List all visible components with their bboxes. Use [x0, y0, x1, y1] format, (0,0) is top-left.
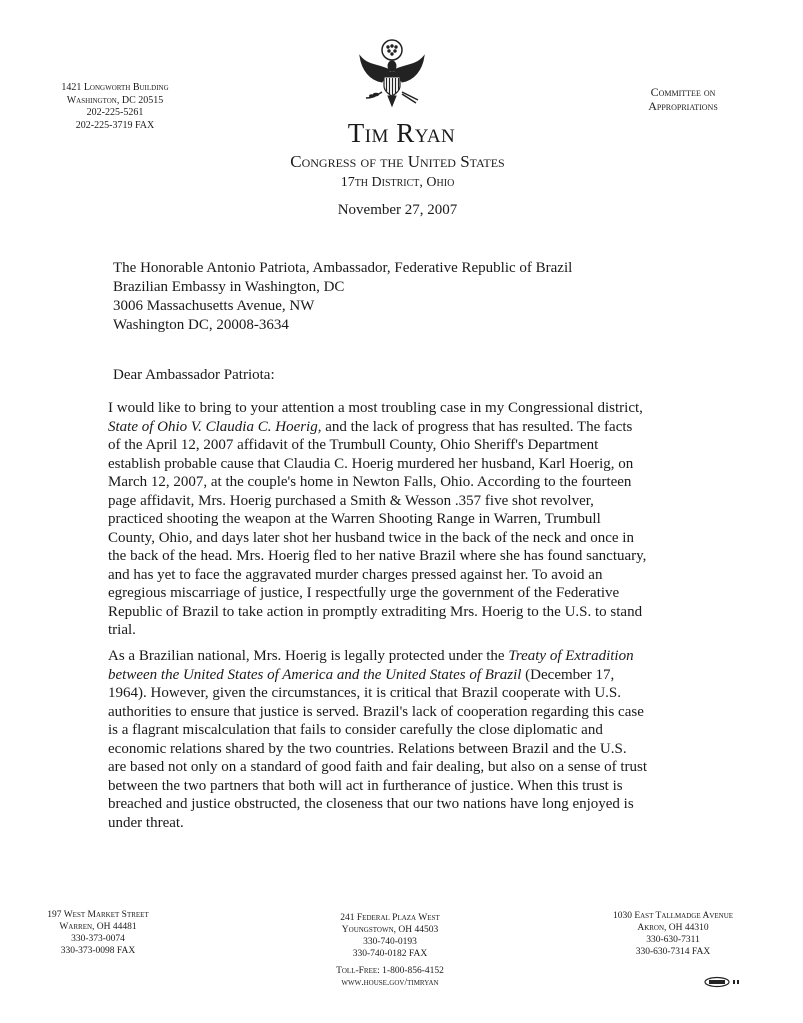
paragraph-line: page affidavit, Mrs. Hoerig purchased a Smith & Wesson .357 five shot revolver,: [108, 492, 594, 509]
office-fax: 330-373-0098 FAX: [60, 946, 136, 956]
paragraph-line: Republic of Brazil to take action in promptly extraditing Mrs. Hoerig to the U.S. to stand: [108, 603, 643, 620]
paragraph-line: breached and justice obstructed, the closeness that our two nations have long enjoyed is: [108, 796, 634, 812]
warren-office-address: [28, 909, 168, 957]
treaty-title: Treaty of Extradition: [508, 648, 634, 664]
paragraph-line: I would like to bring to your attention a most troubling case in my Congressional district,: [108, 400, 643, 416]
youngstown-office-address: [325, 912, 455, 960]
dc-office-building: 1421 Longworth Building: [61, 82, 169, 93]
paragraph-line: of the April 12, 2007 affidavit of the Trumbull County, Ohio Sheriff's Department: [108, 437, 599, 453]
paragraph-line: March 12, 2007, at the couple's home in Newton Falls, Ohio. According to the fourteen: [108, 474, 632, 490]
paragraph-line: 1964). However, given the circumstances, it is critical that Brazil cooperate with U.S.: [108, 685, 621, 701]
paragraph-line: authorities to ensure that justice is served. Brazil's lack of cooperation regarding this case: [108, 703, 644, 720]
body-paragraph-2: [108, 647, 688, 832]
recipient-line: 3006 Massachusetts Avenue, NW: [113, 298, 315, 314]
office-city: Youngstown, OH 44503: [341, 925, 439, 935]
paragraph-line: and has yet to face the aggravated murder charges pressed against her. To avoid an: [108, 566, 603, 583]
office-phone: 330-373-0074: [71, 934, 125, 944]
paragraph-line: is a flagrant miscalculation that fails to consider carefully the close diplomatic and: [108, 722, 603, 738]
paragraph-line: trial.: [108, 622, 136, 638]
paragraph-line: County, Ohio, and days later shot her husband twice in the back of the neck and once in: [108, 529, 634, 546]
paragraph-line: egregious miscarriage of justice, I respectfully urge the government of the Federative: [108, 585, 620, 601]
office-street: 1030 East Tallmadge Avenue: [612, 911, 734, 921]
committee-line2: Appropriations: [648, 98, 718, 113]
office-street: 197 West Market Street: [47, 910, 149, 920]
paragraph-line: under threat.: [108, 814, 184, 831]
footer-contact: [300, 965, 480, 989]
paragraph-line: are based not only on a standard of good faith and fair dealing, but also on a sense of trust: [108, 759, 648, 775]
office-city: Warren, OH 44481: [59, 922, 137, 932]
paragraph-line: [108, 647, 688, 666]
website-link[interactable]: www.house.gov/timryan: [341, 978, 439, 988]
salutation: Dear Ambassador Patriota:: [113, 367, 275, 383]
letter-date: November 27, 2007: [337, 202, 458, 218]
treaty-title: between the United States of America and the United States of Brazil: [108, 666, 522, 683]
committee-line1: Committee on: [650, 85, 716, 99]
recipient-address: [113, 259, 572, 335]
district-label: 17th District, Ohio: [340, 175, 455, 190]
committee-assignment: [618, 86, 748, 113]
union-print-bug-icon: [703, 976, 743, 988]
member-name: Tim Ryan: [347, 118, 456, 148]
congress-title: Congress of the United States: [290, 152, 505, 171]
recipient-line: The Honorable Antonio Patriota, Ambassador, Federative Republic of Brazil: [113, 260, 573, 276]
paragraph-line: practiced shooting the weapon at the Warren Shooting Range in Warren, Trumbull: [108, 511, 601, 527]
office-street: 241 Federal Plaza West: [340, 913, 440, 923]
paragraph-line: establish probable cause that Claudia C. Hoerig murdered her husband, Karl Hoerig, on: [108, 455, 634, 472]
paragraph-text: (December 17,: [521, 666, 615, 683]
akron-office-address: [598, 910, 748, 958]
recipient-line: Brazilian Embassy in Washington, DC: [113, 279, 345, 295]
dc-office-fax: 202-225-3719 FAX: [75, 119, 155, 131]
paragraph-line: economic relations shared by the two countries. Relations between Brazil and the U.S.: [108, 740, 627, 757]
case-name: State of Ohio V. Claudia C. Hoerig,: [108, 418, 322, 435]
office-phone: 330-740-0193: [363, 937, 417, 947]
paragraph-text: and the lack of progress that has resulted. The facts: [321, 418, 633, 435]
paragraph-line: [108, 666, 688, 685]
paragraph-line: the back of the head. Mrs. Hoerig fled to her native Brazil where she has found sanctuary,: [108, 548, 647, 564]
dc-office-city: Washington, DC 20515: [66, 94, 164, 106]
office-fax: 330-630-7314 FAX: [635, 947, 711, 957]
great-seal-eagle-icon: [352, 36, 432, 116]
paragraph-line: [108, 418, 688, 437]
dc-office-phone: 202-225-5261: [86, 107, 144, 118]
paragraph-line: between the two partners that both will act in furtherance of justice. When this trust is: [108, 777, 623, 794]
office-fax: 330-740-0182 FAX: [352, 949, 428, 959]
office-phone: 330-630-7311: [646, 935, 700, 945]
toll-free-number: Toll-Free: 1-800-856-4152: [336, 966, 444, 976]
paragraph-text: As a Brazilian national, Mrs. Hoerig is legally protected under the: [108, 648, 509, 664]
office-city: Akron, OH 44310: [637, 923, 709, 933]
body-paragraph-1: [108, 399, 688, 640]
recipient-line: Washington DC, 20008-3634: [113, 317, 289, 333]
